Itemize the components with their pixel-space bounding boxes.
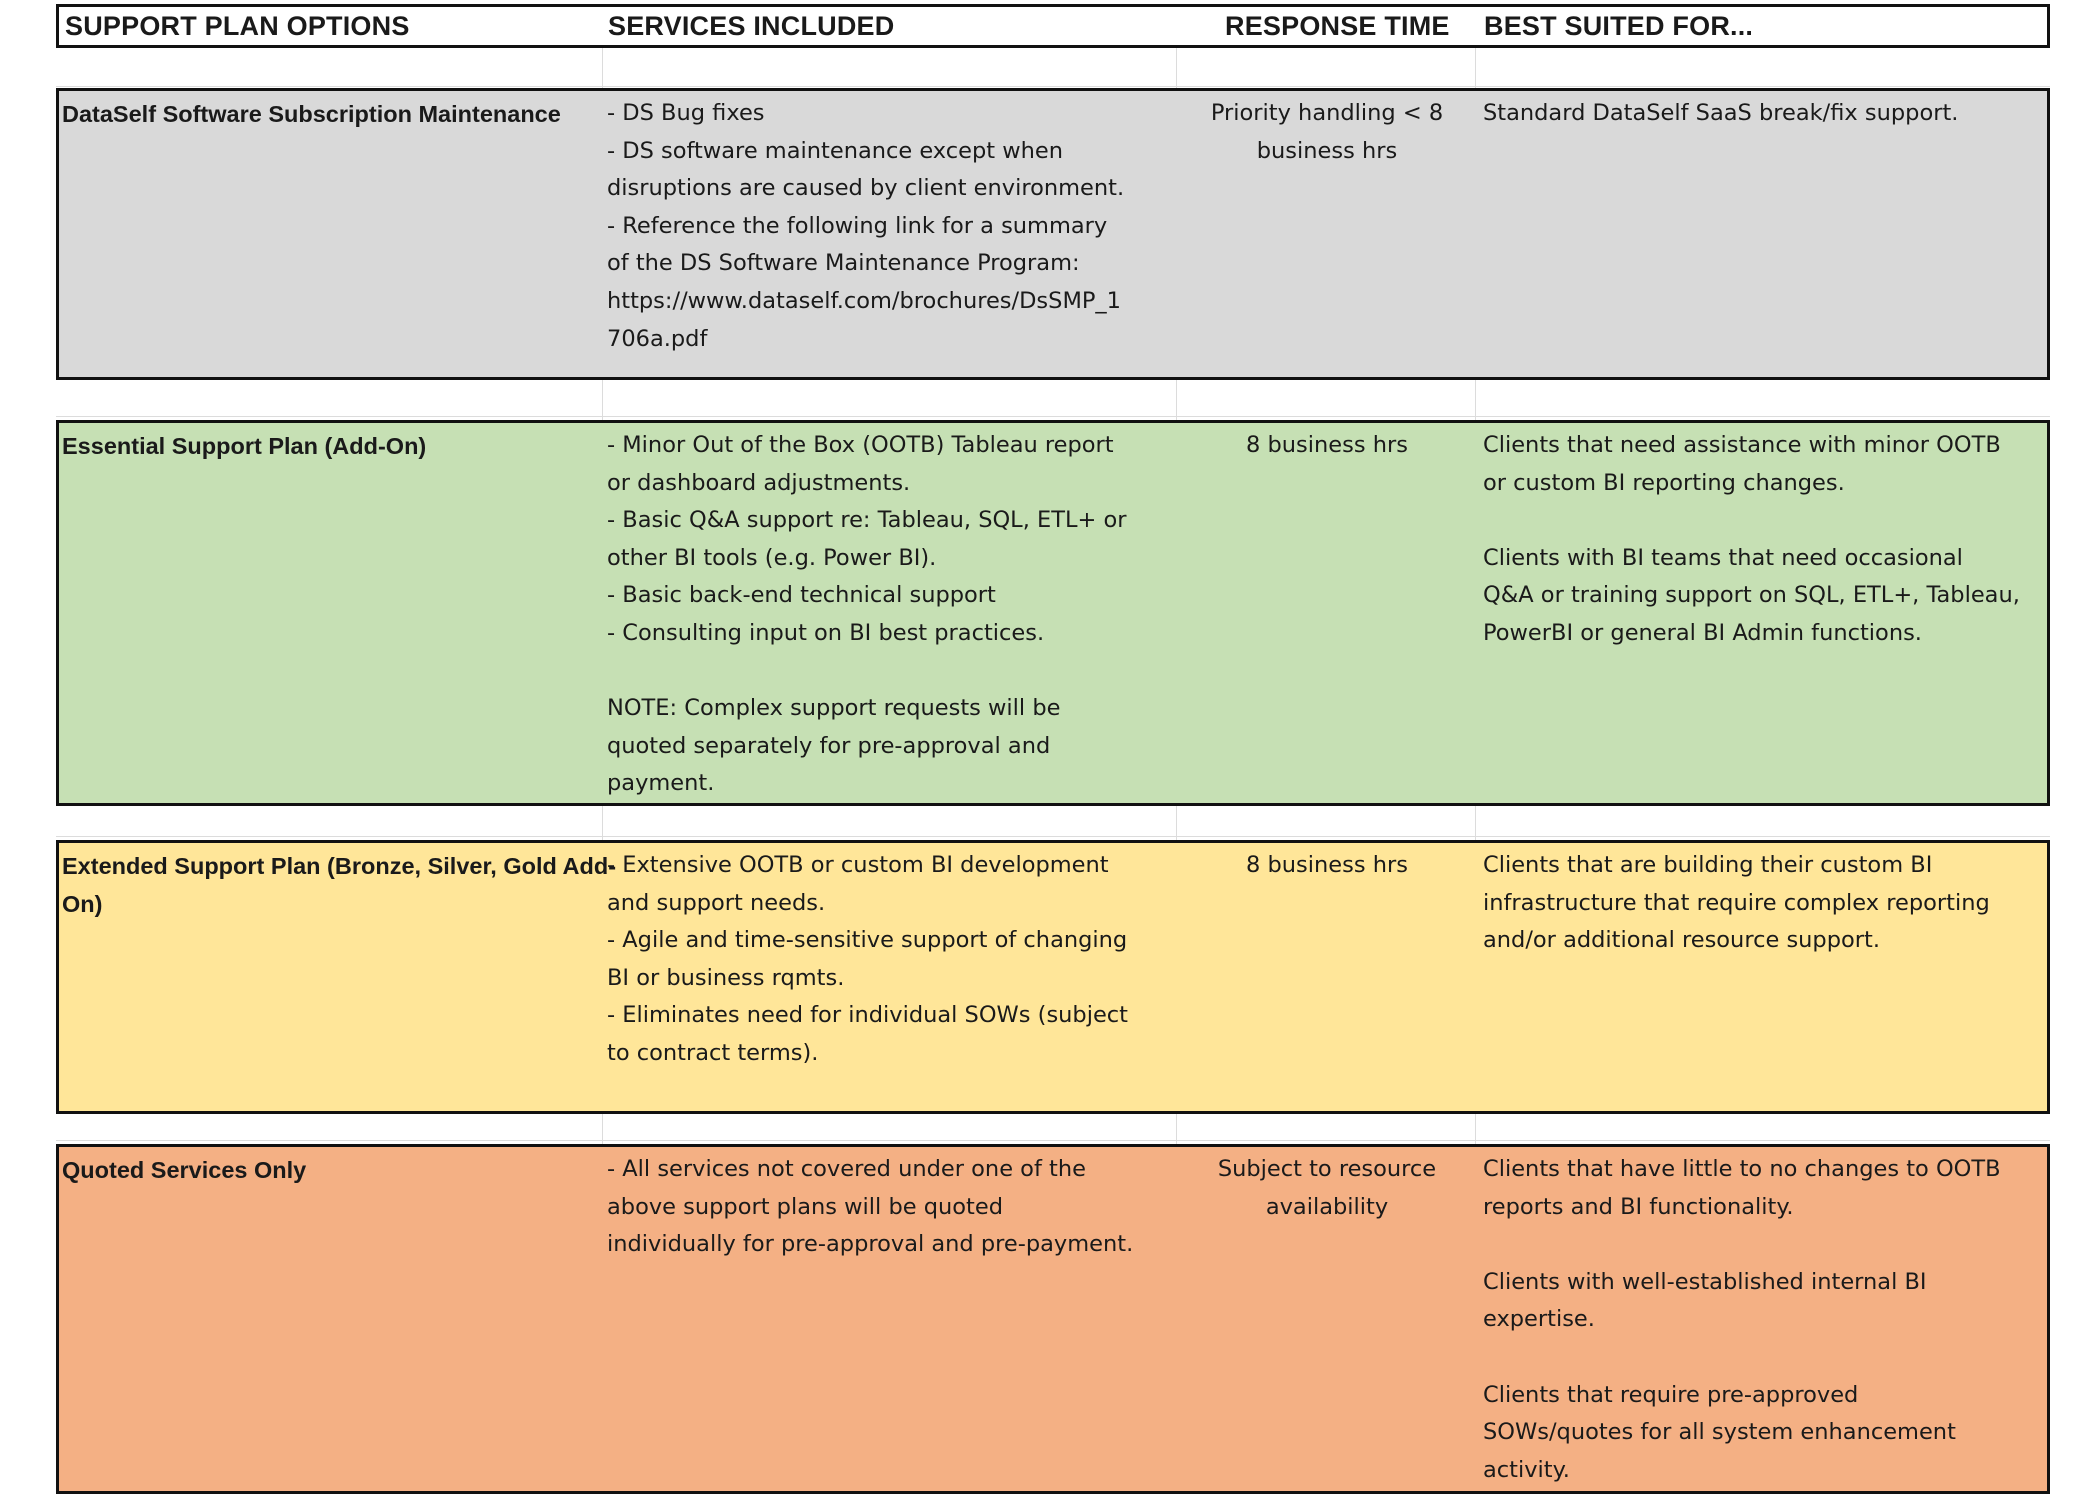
table-header [56,4,2050,48]
response-time-cell [1181,847,1473,885]
plan-name: Quoted Services Only [62,1157,307,1183]
best-suited-line: Clients that have little to no changes to OOTB [1483,1156,2001,1182]
header-best-suited-for: BEST SUITED FOR... [1484,11,1754,41]
response-time-line: Priority handling < 8 [1210,100,1444,126]
service-note-line: quoted separately for pre-approval and [607,732,1051,759]
best-suited-paragraph [1483,95,2048,133]
plan-name-cell [62,847,617,923]
service-line: - DS Bug fixes [607,100,765,126]
service-note-line: payment. [607,770,715,797]
best-suited-line: Clients that are building their custom BI [1483,852,1933,878]
service-line: - Minor Out of the Box (OOTB) Tableau report [607,432,1114,458]
best-suited-line: reports and BI functionality. [1483,1193,1794,1220]
response-time-cell [1181,1151,1473,1226]
header-response-time: RESPONSE TIME [1225,11,1450,41]
response-time-line: Subject to resource [1217,1156,1437,1182]
best-suited-line: Clients with well-established internal BI [1483,1268,1927,1295]
best-suited-line: infrastructure that require complex reporting [1483,889,1990,916]
best-suited-line: Clients that need assistance with minor OOTB [1483,432,2001,458]
service-line: BI or business rqmts. [607,964,845,991]
response-time-line: 8 business hrs [1246,432,1408,458]
service-line: - DS software maintenance except when [607,137,1063,164]
table-row-essential-support [56,420,2050,806]
plan-name-cell [62,1151,592,1189]
service-note-line: NOTE: Complex support requests will be [607,695,1061,722]
gridline [56,416,2050,417]
service-link-text: https://www.dataself.com/brochures/DsSMP_1 [607,287,1121,314]
gridline [56,86,2050,87]
service-line: disruptions are caused by client environment. [607,175,1125,202]
service-line: to contract terms). [607,1039,819,1066]
services-cell [607,427,1192,803]
best-suited-paragraph [1483,1264,2048,1339]
best-suited-line: PowerBI or general BI Admin functions. [1483,619,1922,646]
response-time-cell [1181,427,1473,465]
service-line: or dashboard adjustments. [607,469,911,496]
service-line: - Eliminates need for individual SOWs (subject [607,1002,1129,1029]
plan-name: On) [62,891,103,917]
response-time-line: business hrs [1256,137,1398,164]
service-line: and support needs. [607,889,826,916]
service-line: - Extensive OOTB or custom BI development [607,852,1109,878]
best-suited-line: and/or additional resource support. [1483,927,1880,954]
service-line: - Consulting input on BI best practices. [607,619,1045,646]
service-line: - Basic back-end technical support [607,582,996,609]
service-line: other BI tools (e.g. Power BI). [607,544,937,571]
best-suited-paragraph [1483,1151,2048,1226]
best-suited-cell [1483,427,2048,653]
best-suited-paragraph [1483,847,2048,960]
response-time-cell [1181,95,1473,170]
service-line: of the DS Software Maintenance Program: [607,250,1080,277]
best-suited-line: Q&A or training support on SQL, ETL+, Tableau, [1483,582,2020,609]
best-suited-line: or custom BI reporting changes. [1483,469,1845,496]
best-suited-line: Clients with BI teams that need occasional [1483,544,1963,571]
best-suited-cell [1483,1151,2048,1489]
best-suited-paragraph [1483,427,2048,502]
gridline [56,836,2050,837]
table-row-quoted-services [56,1144,2050,1494]
service-line [607,653,1192,691]
best-suited-line: SOWs/quotes for all system enhancement [1483,1419,1956,1446]
table-row-extended-support [56,840,2050,1114]
response-time-line: 8 business hrs [1246,852,1408,878]
service-line: - Basic Q&A support re: Tableau, SQL, ETL+ or [607,507,1127,534]
best-suited-cell [1483,847,2048,960]
best-suited-paragraph [1483,540,2048,653]
gridline [56,1140,2050,1141]
service-line: - Agile and time-sensitive support of changing [607,927,1128,954]
plan-name: DataSelf Software Subscription Maintenance [62,101,561,127]
best-suited-paragraph [1483,1377,2048,1490]
best-suited-line: Standard DataSelf SaaS break/fix support. [1483,100,1959,126]
services-cell [607,847,1192,1073]
support-plan-sheet [56,4,2050,1494]
best-suited-line: expertise. [1483,1306,1595,1333]
best-suited-cell [1483,95,2048,133]
plan-name-cell [62,427,592,465]
service-link-text: 706a.pdf [607,325,708,352]
header-services-included: SERVICES INCLUDED [608,11,895,41]
best-suited-line: activity. [1483,1456,1570,1483]
table-row-subscription-maintenance [56,88,2050,380]
service-line: above support plans will be quoted [607,1193,1003,1220]
plan-name-cell [62,95,592,133]
service-line: - Reference the following link for a summary [607,212,1108,239]
plan-name: Essential Support Plan (Add-On) [62,433,427,459]
services-cell [607,1151,1192,1264]
response-time-line: availability [1265,1193,1389,1220]
service-line: individually for pre-approval and pre-payment. [607,1231,1134,1258]
services-cell [607,95,1192,358]
plan-name: Extended Support Plan (Bronze, Silver, Gold Add- [62,853,617,879]
service-line: - All services not covered under one of the [607,1156,1086,1182]
best-suited-line: Clients that require pre-approved [1483,1381,1859,1408]
header-support-plan-options: SUPPORT PLAN OPTIONS [65,11,410,41]
